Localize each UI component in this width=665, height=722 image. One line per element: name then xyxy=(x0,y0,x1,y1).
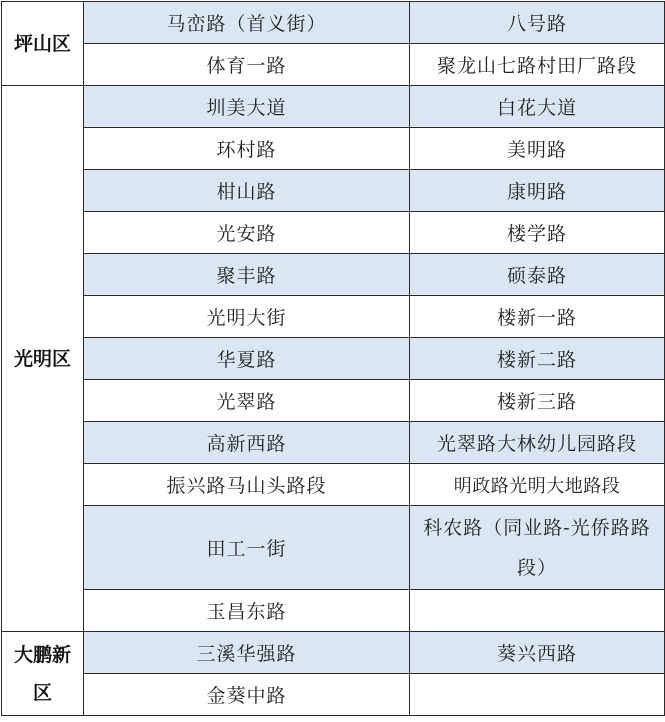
table-row xyxy=(2,506,665,590)
road-cell: 田工一街 xyxy=(84,506,410,590)
road-cell: 白花大道 xyxy=(410,86,665,128)
district-dapeng: 大鹏新区 xyxy=(2,632,84,716)
road-cell: 光翠路 xyxy=(84,380,410,422)
road-cell: 硕泰路 xyxy=(410,254,665,296)
road-cell: 光明大街 xyxy=(84,296,410,338)
road-cell: 金葵中路 xyxy=(84,674,410,716)
road-list-table xyxy=(1,1,665,716)
table-row xyxy=(2,338,665,380)
road-cell: 振兴路马山头路段 xyxy=(84,464,410,506)
road-cell: 光安路 xyxy=(84,212,410,254)
table-row xyxy=(2,212,665,254)
table-row xyxy=(2,170,665,212)
road-cell: 八号路 xyxy=(410,2,665,44)
road-cell xyxy=(410,674,665,716)
road-cell: 楼学路 xyxy=(410,212,665,254)
district-pingshan: 坪山区 xyxy=(2,2,84,86)
road-cell: 柑山路 xyxy=(84,170,410,212)
road-cell: 葵兴西路 xyxy=(410,632,665,674)
table-row xyxy=(2,464,665,506)
table-row xyxy=(2,422,665,464)
table-row xyxy=(2,128,665,170)
road-cell: 楼新一路 xyxy=(410,296,665,338)
road-cell: 环村路 xyxy=(84,128,410,170)
road-cell: 三溪华强路 xyxy=(84,632,410,674)
table-row xyxy=(2,44,665,86)
road-cell: 科农路（同业路-光侨路路段） xyxy=(410,506,665,590)
road-cell: 体育一路 xyxy=(84,44,410,86)
road-cell: 明政路光明大地路段 xyxy=(410,464,665,506)
road-cell: 楼新二路 xyxy=(410,338,665,380)
road-cell: 高新西路 xyxy=(84,422,410,464)
table-row xyxy=(2,674,665,716)
road-cell: 楼新三路 xyxy=(410,380,665,422)
road-cell: 聚丰路 xyxy=(84,254,410,296)
district-guangming: 光明区 xyxy=(2,86,84,632)
table-row xyxy=(2,380,665,422)
road-cell: 美明路 xyxy=(410,128,665,170)
road-cell: 玉昌东路 xyxy=(84,590,410,632)
road-cell: 聚龙山七路村田厂路段 xyxy=(410,44,665,86)
road-cell: 马峦路（首义街） xyxy=(84,2,410,44)
table-row xyxy=(2,590,665,632)
road-cell: 华夏路 xyxy=(84,338,410,380)
road-cell: 康明路 xyxy=(410,170,665,212)
table-row xyxy=(2,86,665,128)
road-cell xyxy=(410,590,665,632)
table-row xyxy=(2,296,665,338)
table-row xyxy=(2,632,665,674)
table-row xyxy=(2,2,665,44)
road-cell: 圳美大道 xyxy=(84,86,410,128)
table-row xyxy=(2,254,665,296)
road-cell: 光翠路大林幼儿园路段 xyxy=(410,422,665,464)
